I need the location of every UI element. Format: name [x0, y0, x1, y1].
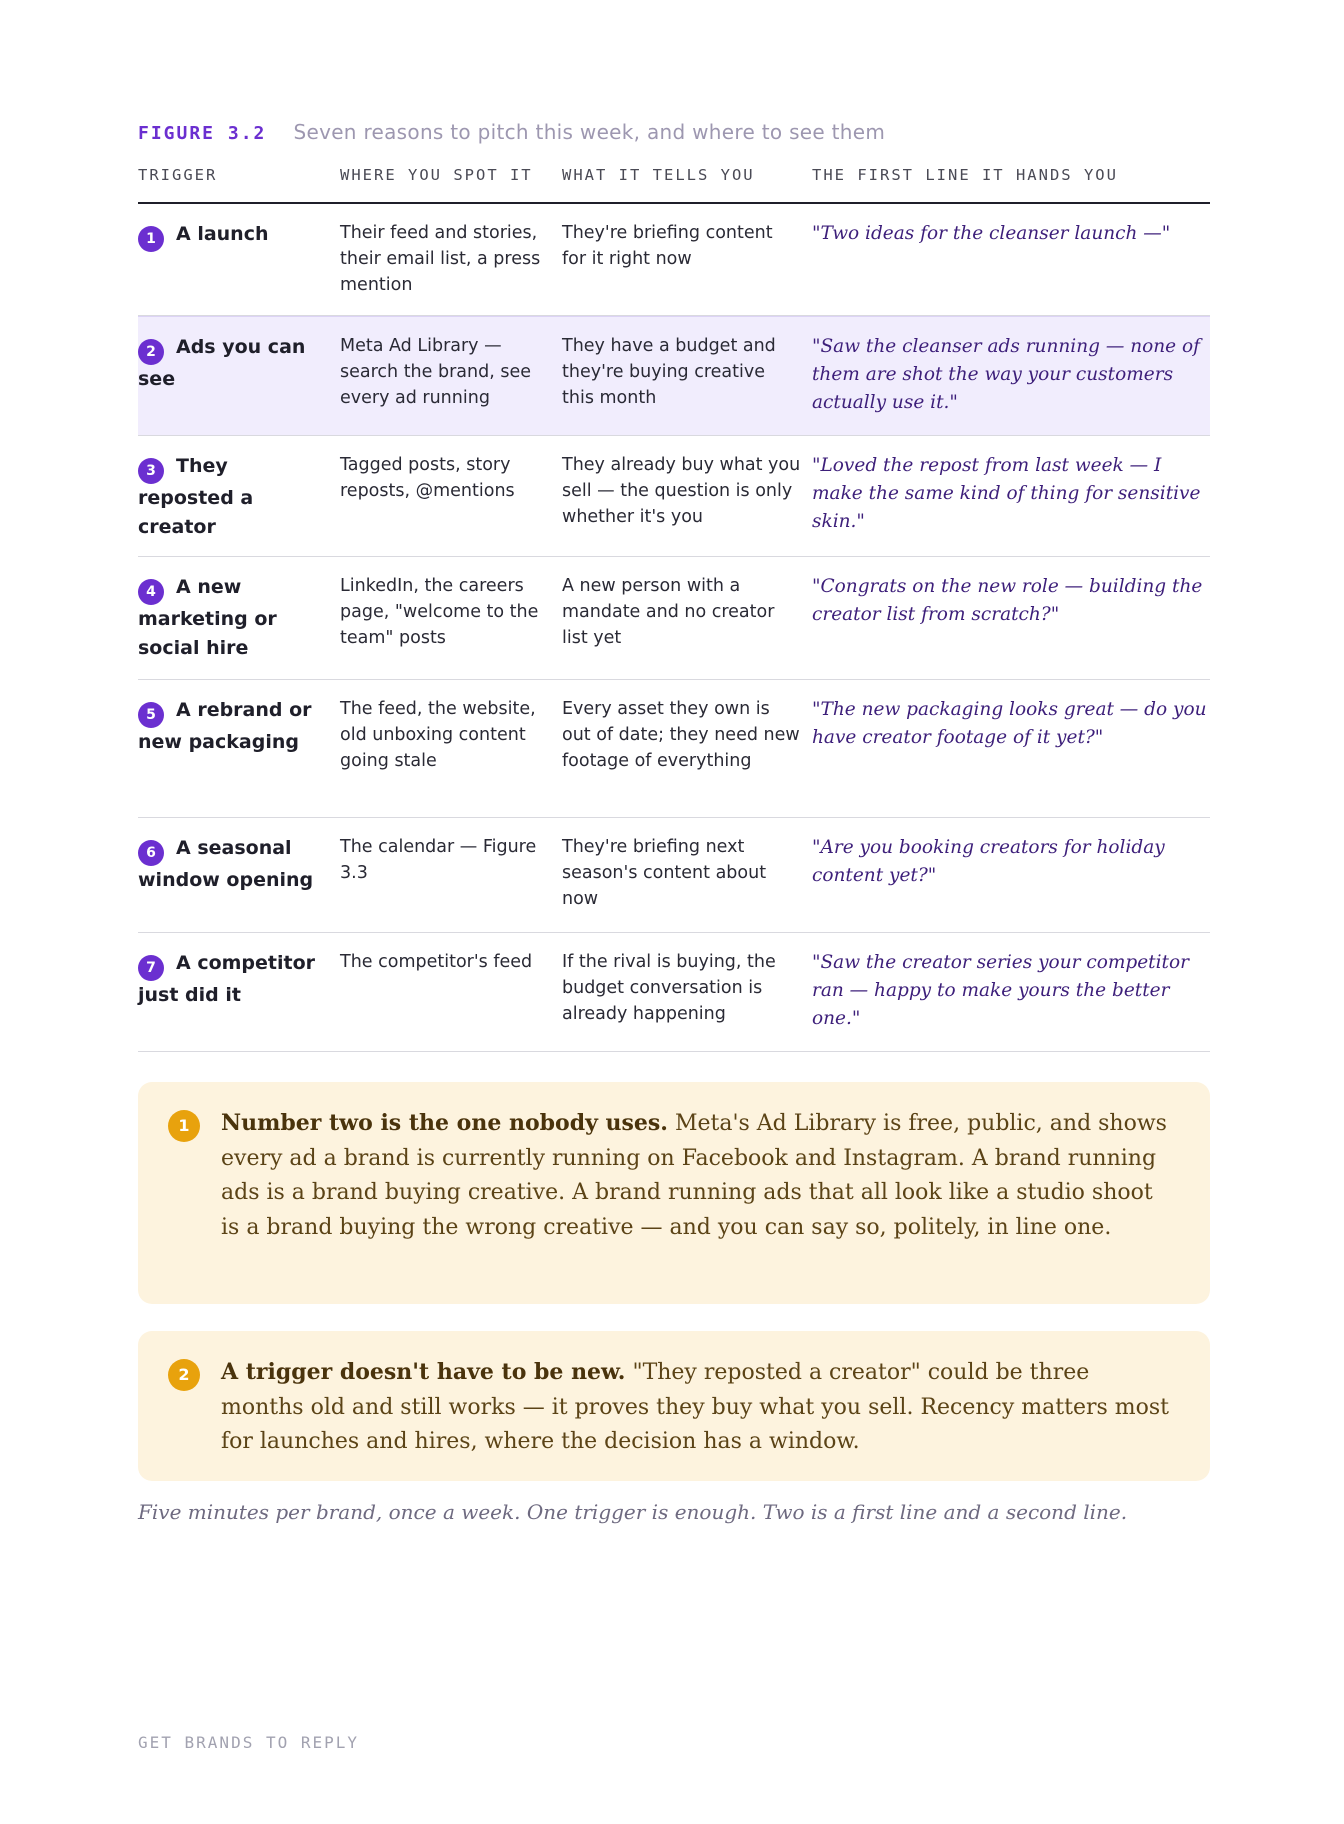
table-row-highlighted [138, 316, 1210, 436]
table-row [138, 680, 1210, 818]
table-row [138, 557, 1210, 680]
table-row [138, 436, 1210, 557]
trigger-table [138, 164, 1210, 1052]
row-number-badge: 4 [138, 579, 164, 605]
row-number-badge: 3 [138, 458, 164, 484]
callout-note [138, 1082, 1210, 1304]
trigger-cell [138, 834, 328, 895]
callout-lead: Number two is the one nobody uses. [221, 1110, 668, 1136]
row-number-badge: 1 [138, 226, 164, 252]
first-line-cell: "Are you booking creators for holiday content yet?" [812, 837, 1165, 886]
figure-label: FIGURE 3.2 [138, 123, 267, 144]
tells-cell: Every asset they own is out of date; they need new footage of everything [562, 699, 800, 771]
tells-cell: They already buy what you sell — the question is only whether it's you [562, 455, 801, 527]
first-line-cell: "Saw the creator series your competitor ran — happy to make yours the better one." [812, 952, 1189, 1029]
callout-note [138, 1331, 1210, 1481]
row-number-badge: 2 [138, 339, 164, 365]
tells-cell: They're briefing content for it right now [562, 223, 773, 269]
table-row [138, 204, 1210, 316]
row-number-badge: 7 [138, 955, 164, 981]
trigger-label: A new marketing or social hire [138, 576, 277, 659]
spot-cell: Tagged posts, story reposts, @mentions [340, 455, 515, 501]
spot-cell: The feed, the website, old unboxing content going stale [340, 699, 536, 771]
callout-lead: A trigger doesn't have to be new. [221, 1359, 626, 1385]
callout-number-badge: 1 [168, 1110, 200, 1142]
callout-body: "They reposted a creator" could be three months old and still works — it proves they buy what you sell. Recency matters most for launches and hires, where the decision has a window. [221, 1360, 1169, 1454]
trigger-cell [138, 452, 328, 542]
tells-cell: They have a budget and they're buying creative this month [562, 336, 776, 408]
header-first-line: THE FIRST LINE IT HANDS YOU [812, 166, 1118, 184]
callout-text [221, 1355, 1176, 1460]
trigger-label: Ads you can see [138, 336, 306, 390]
trigger-label: A rebrand or new packaging [138, 699, 312, 753]
table-row [138, 933, 1210, 1052]
table-header [138, 164, 1210, 204]
spot-cell: Meta Ad Library — search the brand, see every ad running [340, 336, 531, 408]
first-line-cell: "Saw the cleanser ads running — none of them are shot the way your customers actually use it." [812, 336, 1200, 413]
trigger-label: A competitor just did it [138, 952, 316, 1006]
spot-cell: LinkedIn, the careers page, "welcome to the team" posts [340, 576, 539, 648]
table-row [138, 818, 1210, 933]
tells-cell: If the rival is buying, the budget conversation is already happening [562, 952, 776, 1024]
trigger-cell [138, 333, 328, 394]
callout-number-badge: 2 [168, 1359, 200, 1391]
header-trigger: TRIGGER [138, 166, 218, 184]
tells-cell: They're briefing next season's content about now [562, 837, 767, 909]
spot-cell: The competitor's feed [340, 952, 533, 972]
trigger-label: A seasonal window opening [138, 837, 314, 891]
trigger-cell [138, 696, 328, 757]
figure-title: Seven reasons to pitch this week, and where to see them [293, 120, 886, 144]
spot-cell: The calendar — Figure 3.3 [340, 837, 537, 883]
trigger-label: A launch [176, 223, 269, 245]
trigger-label: They reposted a creator [138, 455, 254, 538]
row-number-badge: 5 [138, 702, 164, 728]
trigger-cell [138, 573, 328, 663]
callout-text [221, 1106, 1176, 1245]
first-line-cell: "Loved the repost from last week — I make the same kind of thing for sensitive skin." [812, 455, 1201, 532]
trigger-cell [138, 949, 328, 1010]
first-line-cell: "Two ideas for the cleanser launch —" [812, 223, 1171, 244]
closing-note: Five minutes per brand, once a week. One trigger is enough. Two is a first line and a second line. [138, 1500, 1128, 1524]
first-line-cell: "Congrats on the new role — building the creator list from scratch?" [812, 576, 1203, 625]
first-line-cell: "The new packaging looks great — do you have creator footage of it yet?" [812, 699, 1207, 748]
callout-body: Meta's Ad Library is free, public, and shows every ad a brand is currently running on Facebook and Instagram. A brand running ads is a brand buying creative. A brand running ads that all look like a studio shoot is a brand buying the wrong creative — and you can say so, politely, in line one. [221, 1111, 1167, 1240]
figure-heading [138, 120, 885, 144]
running-footer: GET BRANDS TO REPLY [138, 1733, 360, 1752]
header-what-it-tells-you: WHAT IT TELLS YOU [562, 166, 755, 184]
spot-cell: Their feed and stories, their email list, a press mention [340, 223, 541, 295]
tells-cell: A new person with a mandate and no creator list yet [562, 576, 775, 648]
trigger-cell [138, 220, 328, 252]
row-number-badge: 6 [138, 840, 164, 866]
header-where-you-spot-it: WHERE YOU SPOT IT [340, 166, 533, 184]
